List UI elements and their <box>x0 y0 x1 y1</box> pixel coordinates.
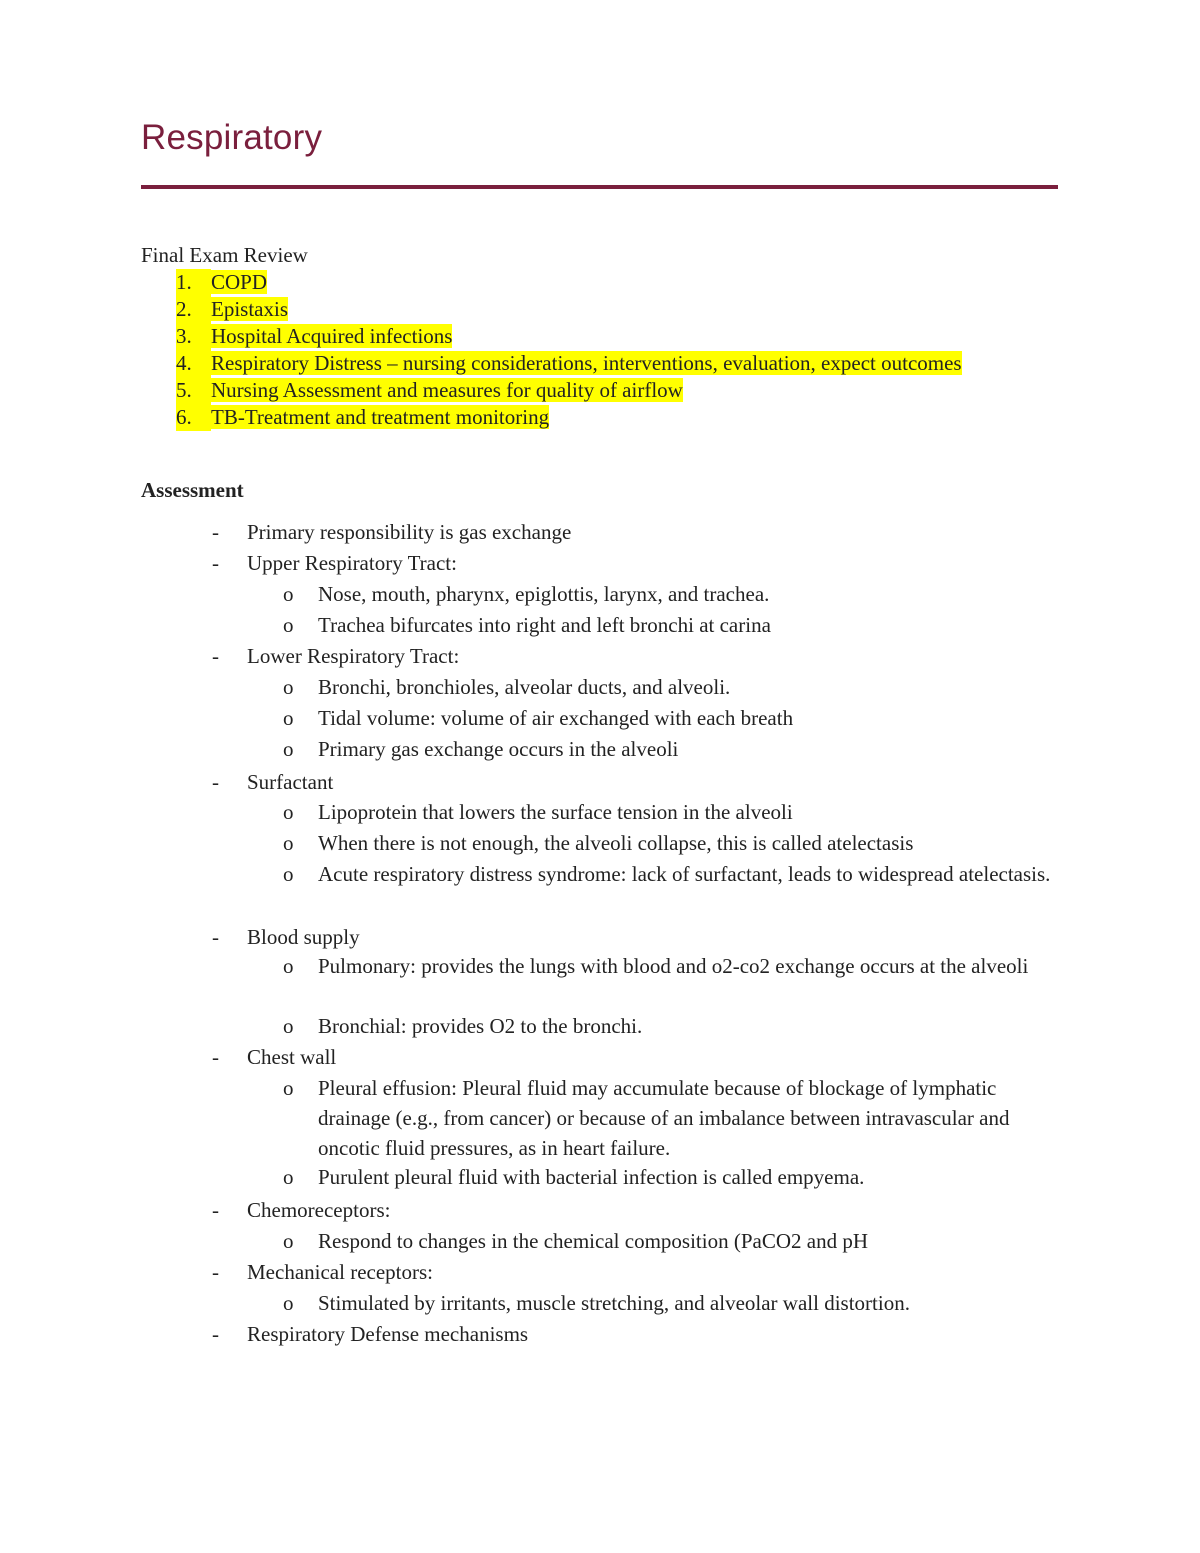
circle-bullet: o <box>283 1014 294 1038</box>
circle-bullet: o <box>283 862 294 886</box>
title-divider <box>141 185 1058 189</box>
outline-item: Primary responsibility is gas exchange <box>247 520 572 544</box>
circle-bullet: o <box>283 706 294 730</box>
review-item-text: Epistaxis <box>211 297 288 321</box>
dash-bullet: - <box>212 520 219 544</box>
outline-subitem: Lipoprotein that lowers the surface tension in the alveoli <box>318 800 793 824</box>
circle-bullet: o <box>283 831 294 855</box>
circle-bullet: o <box>283 1076 294 1100</box>
review-item-text: COPD <box>211 270 268 294</box>
outline-subitem: When there is not enough, the alveoli collapse, this is called atelectasis <box>318 831 914 855</box>
review-topics-list <box>176 269 962 431</box>
circle-bullet: o <box>283 613 294 637</box>
circle-bullet: o <box>283 1165 294 1189</box>
dash-bullet: - <box>212 1260 219 1284</box>
dash-bullet: - <box>212 551 219 575</box>
review-item-text: TB-Treatment and treatment monitoring <box>211 405 550 429</box>
outline-subitem: Pulmonary: provides the lungs with blood and o2-co2 exchange occurs at the alveoli <box>318 954 1029 978</box>
dash-bullet: - <box>212 770 219 794</box>
review-item <box>176 350 962 377</box>
outline-subitem: Respond to changes in the chemical composition (PaCO2 and pH <box>318 1229 868 1253</box>
outline-subitem: Stimulated by irritants, muscle stretching, and alveolar wall distortion. <box>318 1291 910 1315</box>
review-item-number: 5. <box>176 377 211 404</box>
circle-bullet: o <box>283 675 294 699</box>
review-item-text: Respiratory Distress – nursing considerations, interventions, evaluation, expect outcomes <box>211 351 962 375</box>
outline-subitem: Bronchi, bronchioles, alveolar ducts, and alveoli. <box>318 675 731 699</box>
outline-subitem: Nose, mouth, pharynx, epiglottis, larynx, and trachea. <box>318 582 770 606</box>
outline-subitem: Tidal volume: volume of air exchanged with each breath <box>318 706 794 730</box>
outline-item: Upper Respiratory Tract: <box>247 551 457 575</box>
assessment-heading: Assessment <box>141 478 244 502</box>
circle-bullet: o <box>283 1229 294 1253</box>
review-item-number: 1. <box>176 269 211 296</box>
final-exam-review-label: Final Exam Review <box>141 243 308 267</box>
outline-item: Blood supply <box>247 925 360 949</box>
outline-item: Chest wall <box>247 1045 337 1069</box>
circle-bullet: o <box>283 1291 294 1315</box>
dash-bullet: - <box>212 644 219 668</box>
dash-bullet: - <box>212 1322 219 1346</box>
outline-subitem: Trachea bifurcates into right and left bronchi at carina <box>318 613 771 637</box>
dash-bullet: - <box>212 1198 219 1222</box>
outline-item: Surfactant <box>247 770 334 794</box>
dash-bullet: - <box>212 925 219 949</box>
outline-subitem: Bronchial: provides O2 to the bronchi. <box>318 1014 643 1038</box>
review-item <box>176 296 962 323</box>
review-item-number: 2. <box>176 296 211 323</box>
circle-bullet: o <box>283 954 294 978</box>
outline-item: Chemoreceptors: <box>247 1198 391 1222</box>
outline-item: Lower Respiratory Tract: <box>247 644 460 668</box>
review-item-number: 6. <box>176 404 211 431</box>
outline-item: Respiratory Defense mechanisms <box>247 1322 529 1346</box>
review-item <box>176 377 962 404</box>
outline-subitem: Pleural effusion: Pleural fluid may accumulate because of blockage of lymphatic drainage (e.g., from cancer) or because of an imbalance between intravascular and oncotic fluid pressures, as in heart failure. <box>318 1076 1010 1160</box>
circle-bullet: o <box>283 737 294 761</box>
review-item-text: Hospital Acquired infections <box>211 324 453 348</box>
circle-bullet: o <box>283 582 294 606</box>
outline-subitem: Acute respiratory distress syndrome: lack of surfactant, leads to widespread atelectasis. <box>318 862 1051 886</box>
document-title: Respiratory <box>141 118 323 157</box>
review-item <box>176 269 962 296</box>
review-item-number: 4. <box>176 350 211 377</box>
dash-bullet: - <box>212 1045 219 1069</box>
review-item-text: Nursing Assessment and measures for quality of airflow <box>211 378 683 402</box>
review-item <box>176 404 962 431</box>
outline-subitem: Primary gas exchange occurs in the alveoli <box>318 737 679 761</box>
outline-item: Mechanical receptors: <box>247 1260 433 1284</box>
outline-subitem: Purulent pleural fluid with bacterial infection is called empyema. <box>318 1165 865 1189</box>
review-item-number: 3. <box>176 323 211 350</box>
circle-bullet: o <box>283 800 294 824</box>
review-item <box>176 323 962 350</box>
